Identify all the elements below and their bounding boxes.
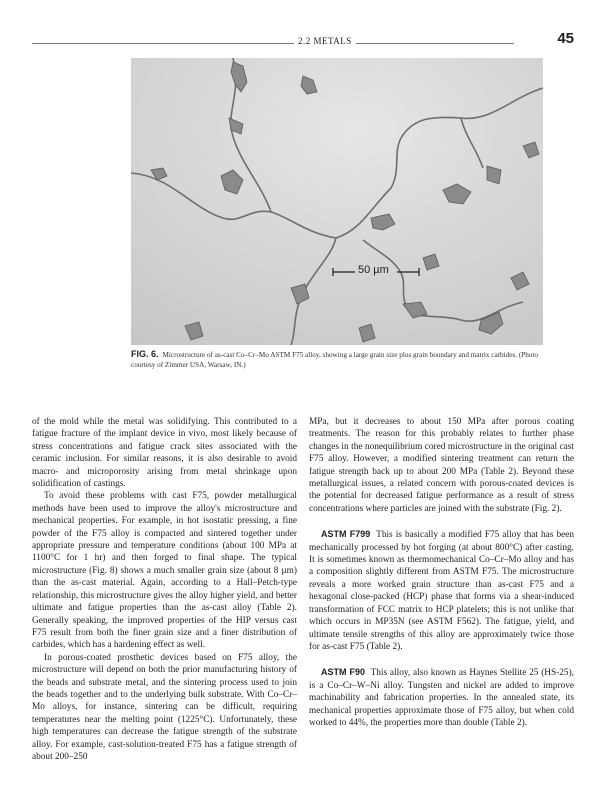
left-column [32, 416, 297, 763]
micrograph-figure [131, 58, 543, 345]
scale-bar-label: 50 µm [358, 264, 389, 276]
running-title: 2.2 METALS [294, 36, 356, 46]
left-paragraph-3: In porous-coated prosthetic devices based on F75 alloy, the microstructure will depend on both the prior manufacturing history of the beads and substrate metal, and the sintering process used to join the beads together and to the underlying bulk substrate. With Co–Cr–Mo alloys, for instance, sintering can be difficult, requiring temperatures near the melting point (1225°C). Unfortunately, these high temperatures can decrease the fatigue strength of the substrate alloy. For example, cast-solution-treated F75 has a fatigue strength of about 200–250 [32, 652, 297, 762]
left-paragraph-1: of the mold while the metal was solidifying. This contributed to a fatigue fracture of the implant device in vivo, most likely because of stress concentrations and fatigue crack sites associated with the ceramic inclusion. For similar reasons, it is also desirable to avoid macro- and microporosity arising from metal shrinkage upon solidification of castings. [32, 417, 297, 490]
figure-caption-text: Microstructure of as-cast Co–Cr–Mo ASTM F75 alloy, showing a large grain size plus grain boundary and matrix carbides. (Photo courtesy of Zimmer USA, Warsaw, IN.) [131, 351, 538, 369]
left-paragraph-2: To avoid these problems with cast F75, powder metallurgical methods have been used to improve the alloy's microstructure and mechanical properties. For example, in hot isostatic pressing, a fine powder of the F75 alloy is compacted and sintered together under appropriate pressure and temperature conditions (about 100 MPa at 1100°C for 1 hr) and then forged to final shape. The typical microstructure (Fig. 8) shows a much smaller grain size (about 8 µm) than the as-cast material. Again, according to a Hall–Petch-type relationship, this microstructure gives the alloy higher yield, and better ultimate and fatigue properties than the as-cast alloy (Table 2). Generally speaking, the improved properties of the HIP versus cast F75 result from both the finer grain size and a finer distribution of carbides, which has a hardening effect as well. [32, 491, 297, 651]
figure-label: FIG. 6. [131, 349, 159, 359]
right-column [309, 416, 574, 729]
astm-f799-heading: ASTM F799 [321, 529, 371, 540]
figure-caption [131, 349, 543, 370]
page-number: 45 [557, 30, 574, 47]
astm-f90-heading: ASTM F90 [321, 667, 365, 678]
astm-f799-section [309, 528, 574, 653]
micrograph-image [131, 58, 543, 345]
astm-f90-text: This alloy, also known as Haynes Stellite 25 (HS-25), is a Co–Cr–W–Ni alloy. Tungsten and nickel are added to improve machinability and fabrication properties. In the annealed state, its mechanical properties approximate those of F75 alloy, but when cold worked to 44%, the properties more than double (Table 2). [309, 668, 575, 728]
astm-f799-text: This is basically a modified F75 alloy that has been mechanically processed by hot forging (at about 800°C) after casting. It is sometimes known as thermomechanical Co–Cr–Mo alloy and has a composition slightly different from ASTM F75. The microstructure reveals a more worked grain structure than as-cast F75 and a hexagonal close-packed (HCP) phase that forms via a shear-induced transformation of FCC matrix to HCP platelets; this is not unlike that which occurs in MP35N (see ASTM F562). The fatigue, yield, and ultimate tensile strengths of this alloy are approximately twice those for as-cast F75 (Table 2). [309, 530, 575, 652]
astm-f90-section [309, 666, 574, 729]
right-paragraph-1: MPa, but it decreases to about 150 MPa after porous coating treatments. The reason for this probably relates to further phase changes in the nonequilibrium cored microstructure in the original cast F75 alloy. However, a modified sintering treatment can return the fatigue strength back up to about 200 MPa (Table 2). Beyond these metallurgical issues, a related concern with porous-coated devices is the potential for decreased fatigue performance as a result of stress concentrations where particles are joined with the substrate (Fig. 2). [309, 417, 574, 514]
page-header [32, 30, 574, 52]
header-rule [32, 43, 514, 44]
